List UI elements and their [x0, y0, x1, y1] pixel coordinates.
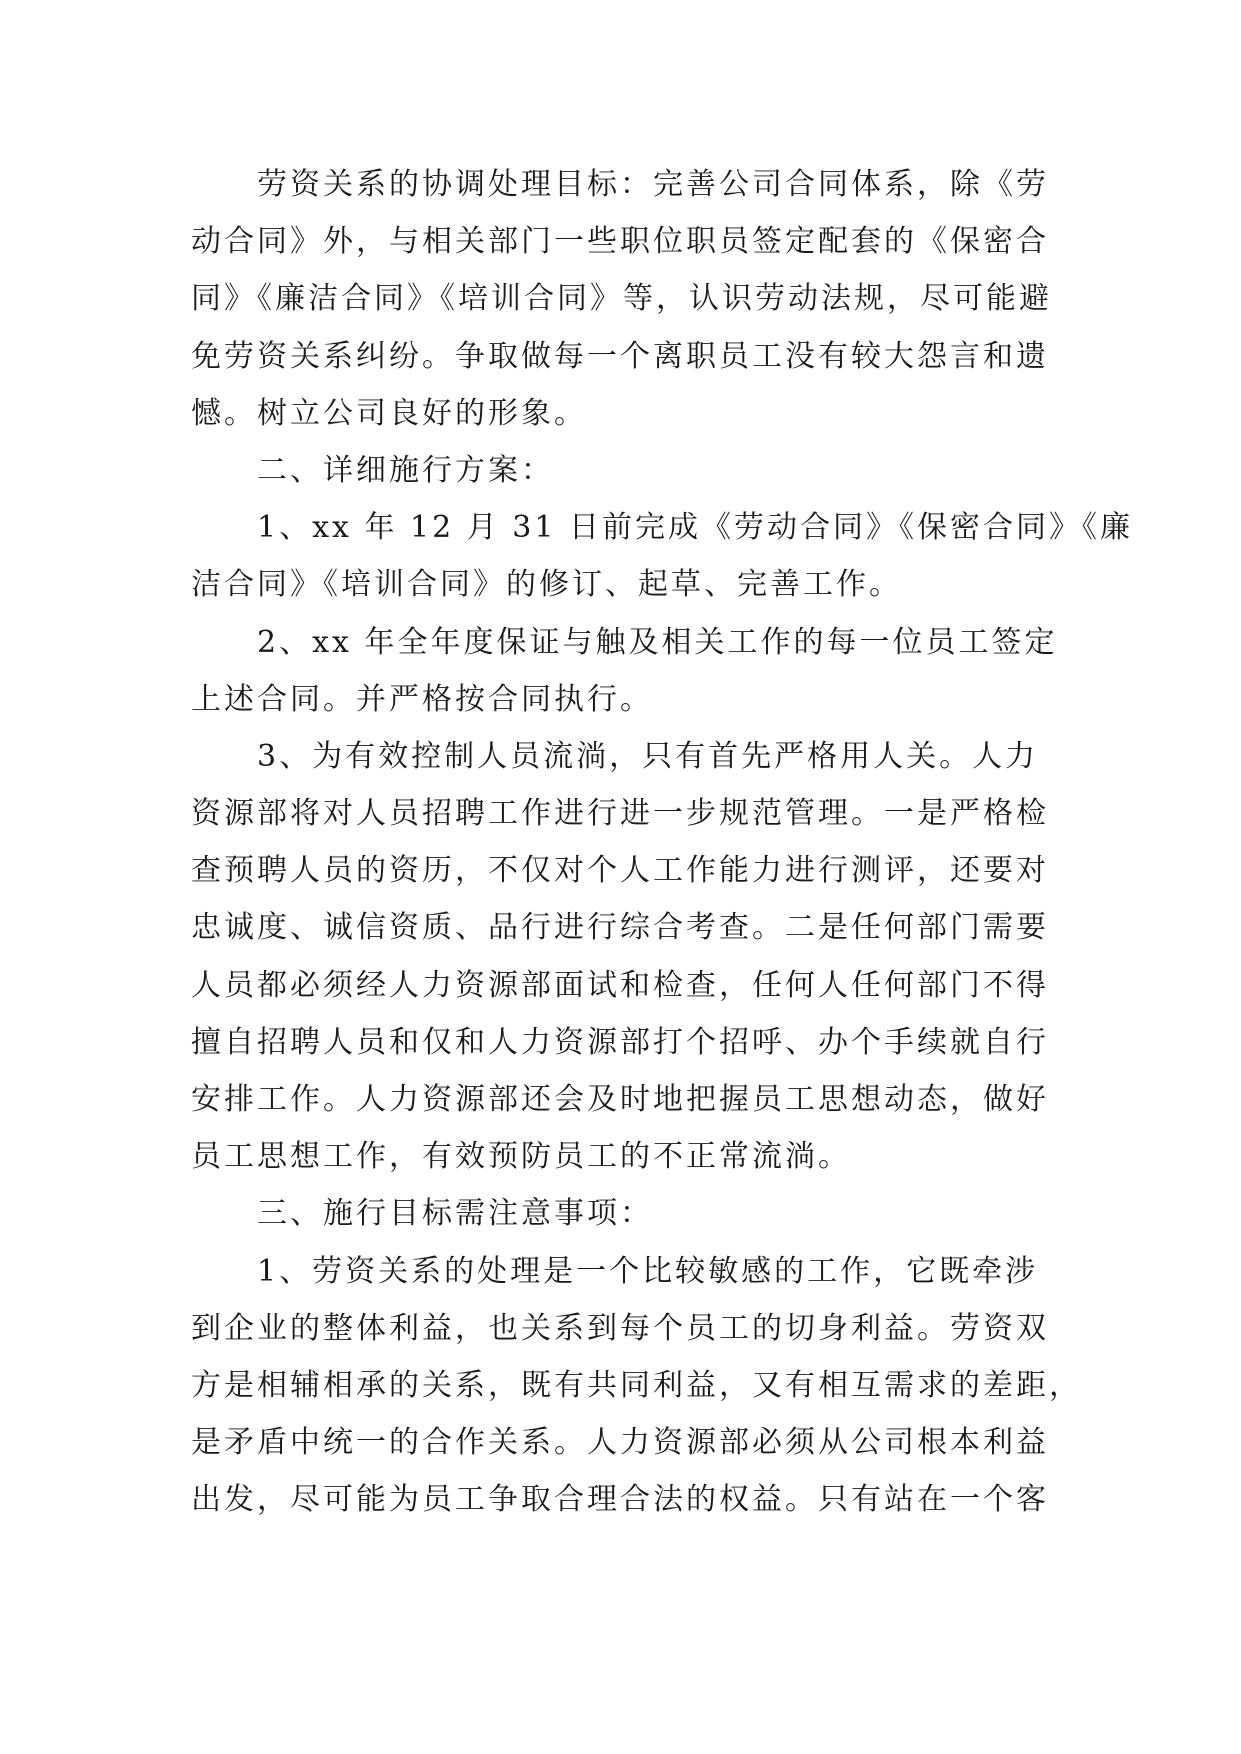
paragraph-line: 上述合同。并严格按合同执行。 [191, 681, 653, 717]
paragraph-line: 劳资关系的协调处理目标：完善公司合同体系，除《劳 [257, 167, 1049, 202]
paragraph-line: 1、xx 年 12 月 31 日前完成《劳动合同》《保密合同》《廉 [257, 510, 1133, 546]
paragraph-line: 人员都必须经人力资源部面试和检查，任何人任何部门不得 [191, 967, 1049, 1003]
paragraph-line: 方是相辅相承的关系，既有共同利益，又有相互需求的差距， [191, 1367, 1082, 1403]
section-heading: 二、详细施行方案： [257, 452, 554, 488]
paragraph-line: 免劳资关系纠纷。争取做每一个离职员工没有较大怨言和遗 [191, 338, 1049, 374]
paragraph-line: 憾。树立公司良好的形象。 [191, 395, 587, 431]
paragraph-line: 出发，尽可能为员工争取合理合法的权益。只有站在一个客 [191, 1482, 1049, 1518]
paragraph-line: 洁合同》《培训合同》的修订、起草、完善工作。 [191, 567, 902, 603]
paragraph-line: 员工思想工作，有效预防员工的不正常流淌。 [191, 1139, 851, 1175]
paragraph-line: 到企业的整体利益，也关系到每个员工的切身利益。劳资双 [191, 1310, 1049, 1346]
paragraph-line: 是矛盾中统一的合作关系。人力资源部必须从公司根本利益 [191, 1425, 1049, 1461]
body-text [191, 156, 1133, 1529]
paragraph-line: 擅自招聘人员和仅和人力资源部打个招呼、办个手续就自行 [191, 1024, 1049, 1060]
paragraph-line: 2、xx 年全年度保证与触及相关工作的每一位员工签定 [257, 624, 1058, 660]
section-heading: 三、施行目标需注意事项： [257, 1196, 653, 1232]
paragraph-line: 3、为有效控制人员流淌，只有首先严格用人关。人力 [257, 738, 1039, 774]
paragraph-line: 资源部将对人员招聘工作进行进一步规范管理。一是严格检 [191, 796, 1049, 832]
paragraph-line: 同》《廉洁合同》《培训合同》等，认识劳动法规，尽可能避 [191, 281, 1052, 317]
paragraph-line: 查预聘人员的资历，不仅对个人工作能力进行测评，还要对 [191, 853, 1049, 889]
paragraph-line: 安排工作。人力资源部还会及时地把握员工思想动态，做好 [191, 1082, 1049, 1117]
paragraph-line: 1、劳资关系的处理是一个比较敏感的工作，它既牵涉 [257, 1253, 1039, 1289]
paragraph-line: 忠诚度、诚信资质、品行进行综合考查。二是任何部门需要 [191, 910, 1049, 946]
paragraph-line: 动合同》外，与相关部门一些职位职员签定配套的《保密合 [191, 224, 1049, 260]
